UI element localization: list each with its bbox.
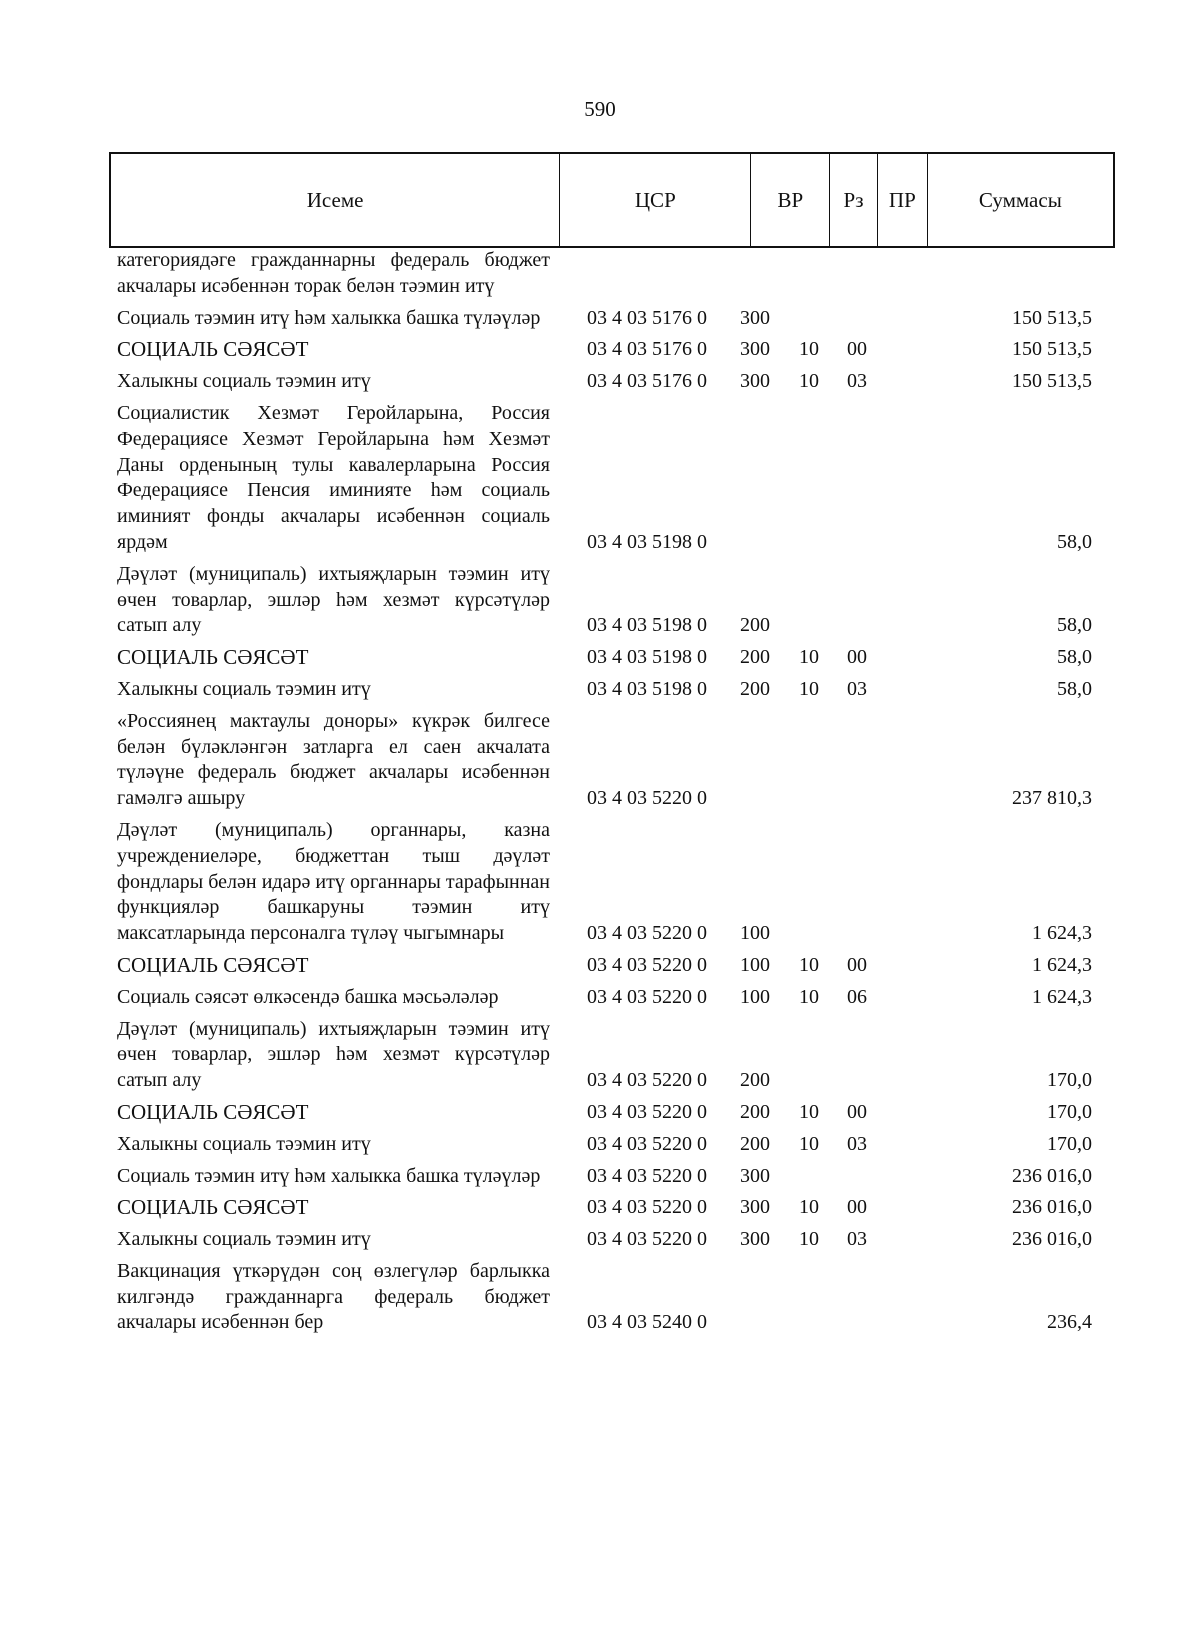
row-name: Дәүләт (муниципаль) ихтыяҗларын тәэмин итү өчен товарлар, эшләр һәм хезмәт күрсәтүләр сатып алу [117,562,550,637]
row-pr: 00 [847,953,867,976]
row-csr: 03 4 03 5198 0 [587,677,707,700]
row-pr: 03 [847,677,867,700]
page-number: 590 [584,97,616,121]
table-row [0,248,1200,300]
row-vr: 200 [740,614,770,637]
table-row [0,677,1200,703]
row-rz: 10 [799,1132,819,1155]
row-sum: 58,0 [1057,677,1092,700]
row-sum: 236 016,0 [1012,1228,1092,1251]
row-name: СОЦИАЛЬ СӘЯСӘТ [117,1195,309,1220]
row-rz: 10 [799,338,819,361]
row-sum: 150 513,5 [1012,370,1092,393]
row-name: «Россиянең мактаулы доноры» күкрәк билгесе белән бүләкләнгән затларга ел саен акчалата түләүне федераль бюджет акчалары исәбеннән гамәлгә ашыру [117,709,550,810]
table-row [0,1017,1200,1094]
row-vr: 300 [740,1228,770,1251]
row-name: Халыкны социаль тәэмин итү [117,370,371,393]
row-rz: 10 [799,1228,819,1251]
row-name: Дәүләт (муниципаль) органнары, казна учреждениеләре, бюджеттан тыш дәүләт фондлары белән идарә итү органнары тарафыннан функцияләр башкаруны тәэмин итү максатларында персоналга түләү чыгымнары [117,818,550,945]
table-row [0,306,1200,332]
row-name: категориядәге гражданнарны федераль бюджет акчалары исәбеннән торак белән тәэмин итү [117,249,550,297]
row-sum: 170,0 [1047,1132,1092,1155]
row-csr: 03 4 03 5198 0 [587,646,707,669]
row-vr: 300 [740,1164,770,1187]
row-pr: 03 [847,1228,867,1251]
table-row [0,1100,1200,1126]
row-rz: 10 [799,677,819,700]
table-row [0,1227,1200,1253]
column-header-rz: Рз [830,154,878,246]
row-rz: 10 [799,953,819,976]
row-sum: 58,0 [1057,646,1092,669]
row-csr: 03 4 03 5220 0 [587,922,707,945]
row-vr: 300 [740,338,770,361]
row-vr: 100 [740,953,770,976]
row-csr: 03 4 03 5176 0 [587,338,707,361]
table-body [0,248,1200,1342]
table-row [0,985,1200,1011]
row-name: Халыкны социаль тәэмин итү [117,677,371,700]
row-sum: 1 624,3 [1032,953,1092,976]
row-csr: 03 4 03 5198 0 [587,530,707,553]
column-header-pr: ПР [878,154,928,246]
row-pr: 00 [847,1196,867,1219]
table-row [0,953,1200,979]
row-sum: 170,0 [1047,1100,1092,1123]
table-row [0,1132,1200,1158]
column-header-sum: Суммасы [978,187,1062,212]
row-name: Социаль сәясәт өлкәсендә башка мәсьәләләр [117,985,499,1008]
table-row [0,1164,1200,1190]
table-row [0,709,1200,812]
row-sum: 58,0 [1057,530,1092,553]
row-vr: 100 [740,922,770,945]
row-vr: 200 [740,1069,770,1092]
row-csr: 03 4 03 5220 0 [587,985,707,1008]
table-row [0,369,1200,395]
row-vr: 300 [740,1196,770,1219]
row-name: Халыкны социаль тәэмин итү [117,1132,371,1155]
row-vr: 200 [740,677,770,700]
table-row [0,337,1200,363]
row-csr: 03 4 03 5220 0 [587,1100,707,1123]
row-rz: 10 [799,370,819,393]
row-pr: 00 [847,646,867,669]
row-csr: 03 4 03 5220 0 [587,1164,707,1187]
row-vr: 100 [740,985,770,1008]
row-csr: 03 4 03 5220 0 [587,1196,707,1219]
row-name: Дәүләт (муниципаль) ихтыяҗларын тәэмин итү өчен товарлар, эшләр һәм хезмәт күрсәтүләр сатып алу [117,1017,550,1092]
row-csr: 03 4 03 5220 0 [587,1069,707,1092]
row-pr: 00 [847,1100,867,1123]
row-vr: 300 [740,306,770,329]
row-vr: 300 [740,370,770,393]
row-sum: 58,0 [1057,614,1092,637]
row-csr: 03 4 03 5198 0 [587,614,707,637]
table-row [0,818,1200,947]
row-sum: 1 624,3 [1032,922,1092,945]
row-pr: 03 [847,1132,867,1155]
row-sum: 236 016,0 [1012,1164,1092,1187]
table-row [0,1259,1200,1336]
row-csr: 03 4 03 5220 0 [587,787,707,810]
row-csr: 03 4 03 5220 0 [587,953,707,976]
table-header [109,152,1115,248]
row-csr: 03 4 03 5176 0 [587,306,707,329]
row-pr: 00 [847,338,867,361]
row-csr: 03 4 03 5240 0 [587,1311,707,1334]
row-name: Вакцинация үткәрүдән соң өзлегүләр барлыкка килгәндә гражданнарга федераль бюджет акчалары исәбеннән бер [117,1259,550,1334]
column-header-csr: ЦСР [560,154,751,246]
table-row [0,562,1200,639]
row-rz: 10 [799,646,819,669]
row-sum: 150 513,5 [1012,306,1092,329]
row-name: Социаль тәэмин итү һәм халыкка башка түләүләр [117,1164,541,1187]
table-row [0,645,1200,671]
row-rz: 10 [799,1196,819,1219]
row-name: Социаль тәэмин итү һәм халыкка башка түләүләр [117,306,541,329]
row-csr: 03 4 03 5176 0 [587,370,707,393]
row-vr: 200 [740,1100,770,1123]
row-csr: 03 4 03 5220 0 [587,1228,707,1251]
row-pr: 03 [847,370,867,393]
row-rz: 10 [799,1100,819,1123]
row-sum: 1 624,3 [1032,985,1092,1008]
row-sum: 236,4 [1047,1311,1092,1334]
row-name: СОЦИАЛЬ СӘЯСӘТ [117,1099,309,1124]
row-rz: 10 [799,985,819,1008]
row-sum: 170,0 [1047,1069,1092,1092]
row-sum: 236 016,0 [1012,1196,1092,1219]
column-header-vr: ВР [751,154,830,246]
row-name: Халыкны социаль тәэмин итү [117,1228,371,1251]
row-name: СОЦИАЛЬ СӘЯСӘТ [117,645,309,670]
row-pr: 06 [847,985,867,1008]
table-row [0,1195,1200,1221]
row-vr: 200 [740,646,770,669]
row-csr: 03 4 03 5220 0 [587,1132,707,1155]
row-sum: 237 810,3 [1012,787,1092,810]
table-row [0,401,1200,556]
row-name: СОЦИАЛЬ СӘЯСӘТ [117,337,309,362]
row-sum: 150 513,5 [1012,338,1092,361]
row-name: Социалистик Хезмәт Геройларына, Россия Федерациясе Хезмәт Геройларына һәм Хезмәт Даны орденының тулы кавалерларына Россия Федерациясе Пенсия иминияте һәм социаль иминият фонды акчалары исәбеннән социаль ярдәм [117,401,550,553]
row-vr: 200 [740,1132,770,1155]
column-header-name: Исеме [111,154,560,246]
row-name: СОЦИАЛЬ СӘЯСӘТ [117,952,309,977]
